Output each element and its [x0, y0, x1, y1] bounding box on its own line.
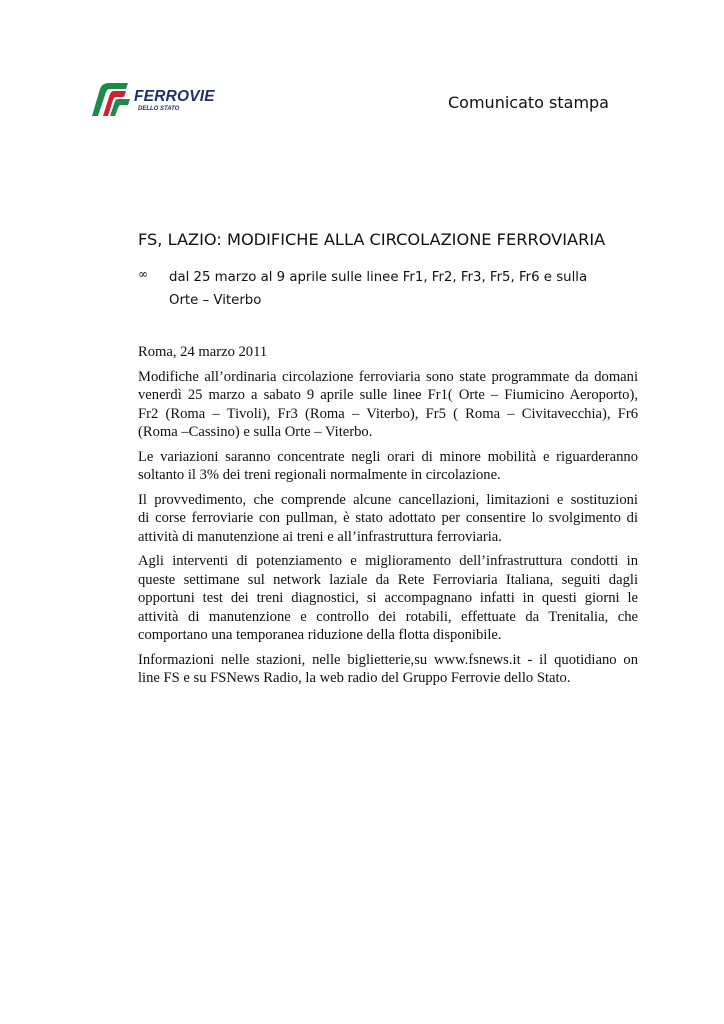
fs-railway-logo-icon [86, 80, 134, 120]
paragraph [138, 448, 638, 485]
paragraph-line: venerdì 25 marzo a sabato 9 aprile sulle linee Fr1( Orte – Fiumicino Aeroporto), [138, 387, 638, 403]
dateline: Roma, 24 marzo 2011 [138, 344, 268, 360]
paragraph [138, 651, 638, 688]
paragraph-line: soltanto il 3% dei treni regionali normalmente in circolazione. [138, 467, 501, 483]
paragraph-line: Fr2 (Roma – Tivoli), Fr3 (Roma – Viterbo), Fr5 ( Roma – Civitavecchia), Fr6 [138, 405, 638, 422]
company-logo [86, 80, 231, 120]
paragraph [138, 491, 638, 547]
paragraph-line: di corse ferroviarie con pullman, è stato adottato per consentire lo svolgimento di [138, 510, 638, 526]
bullet-line: Orte – Viterbo [169, 293, 262, 308]
paragraph-line: opportuni test dei treni diagnostici, si accompagnano infatti in questi giorni le [138, 590, 638, 606]
logo-subtitle: DELLO STATO [138, 106, 180, 112]
document-type-label: Comunicato stampa [448, 93, 609, 112]
paragraph-line: queste settimane sul network laziale da Rete Ferroviaria Italiana, seguiti dagli [138, 571, 638, 588]
press-release-headline: FS, LAZIO: MODIFICHE ALLA CIRCOLAZIONE FERROVIARIA [138, 230, 606, 249]
paragraph-line: Modifiche all’ordinaria circolazione ferroviaria sono state programmate da domani [138, 368, 638, 385]
paragraph-line: Il provvedimento, che comprende alcune cancellazioni, limitazioni e sostituzioni [138, 491, 638, 508]
infinity-bullet-icon: ∞ [138, 267, 148, 281]
paragraph-line: comportano una temporanea riduzione della flotta disponibile. [138, 627, 502, 643]
paragraph-line: Informazioni nelle stazioni, nelle biglietterie,su www.fsnews.it - il quotidiano on [138, 651, 638, 668]
paragraph-line: attività di manutenzione e controllo dei rotabili, effettuate da Trenitalia, che [138, 608, 638, 625]
paragraph [138, 368, 638, 442]
paragraph [138, 552, 638, 645]
logo-wordmark: FERROVIE [134, 88, 215, 105]
bullet-text [169, 266, 640, 312]
paragraph-line: line FS e su FSNews Radio, la web radio del Gruppo Ferrovie dello Stato. [138, 670, 571, 686]
bullet-line: dal 25 marzo al 9 aprile sulle linee Fr1, Fr2, Fr3, Fr5, Fr6 e sulla [169, 270, 588, 285]
paragraph-line: Le variazioni saranno concentrate negli orari di minore mobilità e riguarderanno [138, 448, 638, 465]
press-release-body [138, 343, 638, 694]
paragraph-line: (Roma –Cassino) e sulla Orte – Viterbo. [138, 424, 373, 440]
paragraph-line: Agli interventi di potenziamento e miglioramento dell’infrastruttura condotti in [138, 553, 638, 569]
paragraph-line: attività di manutenzione ai treni e all’infrastruttura ferroviaria. [138, 528, 502, 545]
